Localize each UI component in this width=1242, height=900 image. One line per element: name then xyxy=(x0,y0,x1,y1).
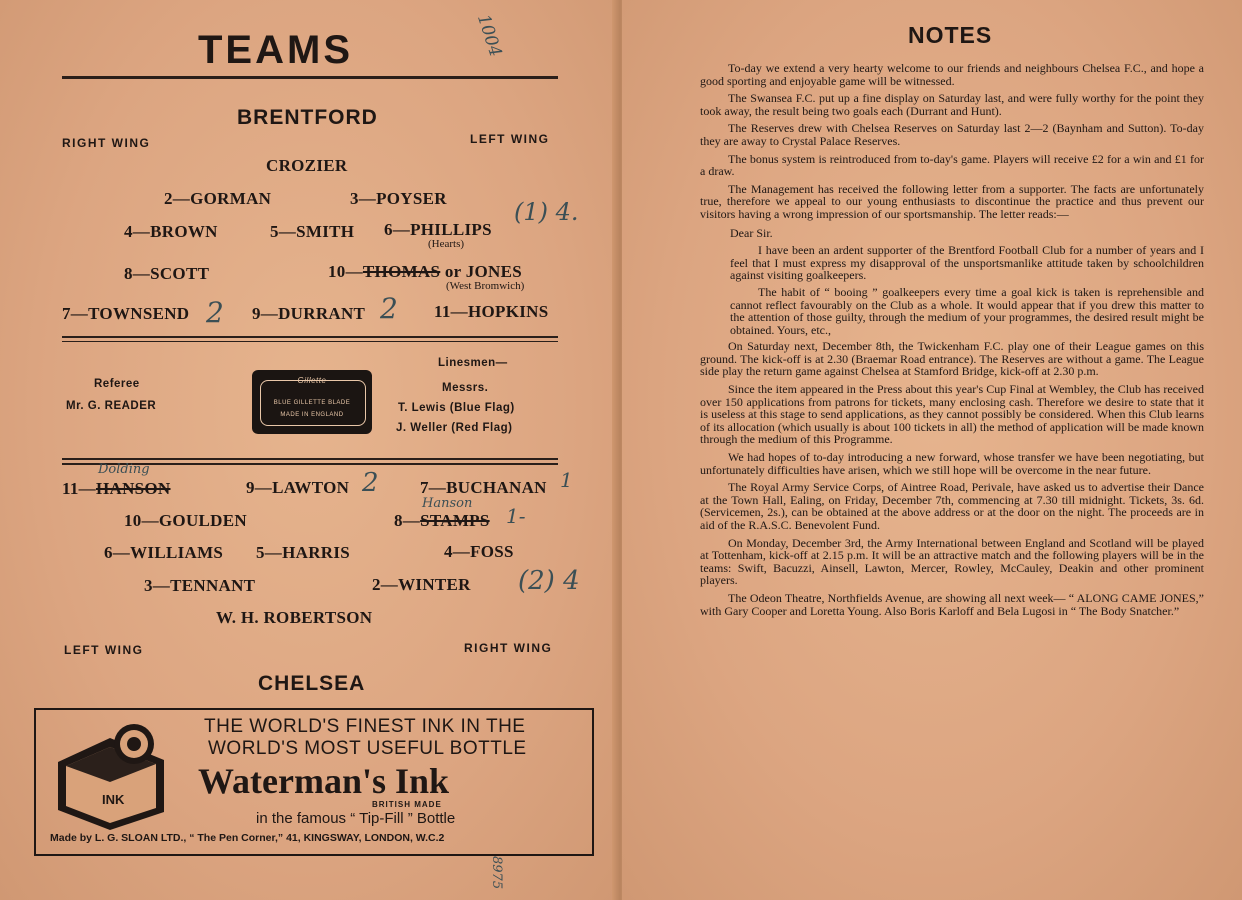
home-forward-7: 7—TOWNSEND xyxy=(62,304,190,323)
handwritten-note-bottom: 8975 xyxy=(489,856,504,890)
gillette-blade-ad xyxy=(252,370,372,434)
away-back-2: 2—WINTER xyxy=(372,575,471,594)
blade-line-1: BLUE GILLETTE BLADE xyxy=(273,400,351,406)
away-forward-9: 9—LAWTON xyxy=(246,478,350,497)
divider-mid-1a xyxy=(62,336,558,338)
divider-mid-1b xyxy=(62,341,558,342)
notes-paragraph: The Reserves drew with Chelsea Reserves on Saturday last 2—2 (Baynham and Sutton). To-day they are away to Crystal Palace Reserves. xyxy=(700,121,1204,148)
handwritten-durrant-goals: 2 xyxy=(380,292,398,325)
teams-page xyxy=(0,0,618,900)
home-half-4: 4—BROWN xyxy=(124,222,218,241)
away-goalkeeper: W. H. ROBERTSON xyxy=(216,608,373,627)
away-left-wing-label: LEFT WING xyxy=(64,643,144,657)
referee-name: Mr. G. READER xyxy=(66,400,157,412)
handwritten-buchanan-goals: 1 xyxy=(560,468,573,492)
handwritten-lawton-goals: 2 xyxy=(362,468,379,498)
home-inside-10-note: (West Bromwich) xyxy=(446,280,525,292)
away-team-name: CHELSEA xyxy=(258,672,366,695)
ink-ad-line-2: WORLD'S MOST USEFUL BOTTLE xyxy=(208,738,527,759)
notes-paragraph: The Swansea F.C. put up a fine display on Saturday last, and were fully worthy for the point they took away, the result being two goals each (Durrant and Hunt). xyxy=(700,91,1204,118)
blade-brand: Gillette xyxy=(297,376,327,385)
home-back-3: 3—POYSER xyxy=(350,189,447,208)
referee-label: Referee xyxy=(94,378,140,390)
ink-ad-british: BRITISH MADE xyxy=(372,800,442,809)
handwritten-home-score: (1) 4. xyxy=(514,198,579,226)
letter-paragraph: The habit of “ booing ” goalkeepers every time a goal kick is taken is reprehensible and cannot reflect favourably on the Club as a whole. It would appear that if you drew this matter to the attention of those guilty, through the medium of your programmes, the desired result might be obtained. Yours, etc., xyxy=(730,284,1204,337)
linesman-1: T. Lewis (Blue Flag) xyxy=(398,402,515,414)
notes-paragraph: On Saturday next, December 8th, the Twickenham F.C. play one of their League games on this ground. The kick-off is at 2.30 (Braemar Road entrance). The Reserves are without a game. The League side play the return game against Chelsea at Stamford Bridge, kick-off at 2.30 p.m. xyxy=(700,339,1204,379)
notes-paragraph: On Monday, December 3rd, the Army International between England and Scotland will be played at Tottenham, kick-off at 2.15 p.m. It will be an attractive match and the following players will be in the teams: Swift, Bacuzzi, Ainsell, Lawton, Mercer, Rowley, McCauley, Deakin and other prominent players. xyxy=(700,535,1204,588)
notes-paragraph: Since the item appeared in the Press about this year's Cup Final at Wembley, the Club has received over 150 applications from patrons for tickets, many enclosing cash. Therefore we desire to state that it is useless at this stage to send applications, as they cannot possibly be considered. When this Club learns of its allocation (which usually is about 100 tickets in all) the method of application will be made known through the medium of this Programme. xyxy=(700,382,1204,447)
away-half-6: 6—WILLIAMS xyxy=(104,543,224,562)
handwritten-hanson: Hanson xyxy=(422,496,473,511)
divider-mid-2a xyxy=(62,458,558,460)
away-forward-11-crossed: HANSON xyxy=(95,479,171,498)
linesmen-messrs: Messrs. xyxy=(442,382,489,394)
home-forward-9: 9—DURRANT xyxy=(252,304,366,323)
home-half-5: 5—SMITH xyxy=(270,222,355,241)
home-forward-11: 11—HOPKINS xyxy=(434,302,549,321)
ink-ad-line-1: THE WORLD'S FINEST INK IN THE xyxy=(204,716,526,737)
away-inside-8: 8—STAMPS xyxy=(394,511,490,530)
handwritten-stamps-goals: 1- xyxy=(506,504,526,528)
home-back-2: 2—GORMAN xyxy=(164,189,272,208)
home-goalkeeper: CROZIER xyxy=(266,156,348,175)
page-title-notes: NOTES xyxy=(908,22,993,48)
home-inside-10-crossed: THOMAS xyxy=(362,262,441,281)
handwritten-away-score: (2) 4 xyxy=(518,566,580,596)
handwritten-note-top: 1004 xyxy=(472,12,506,60)
home-half-6: 6—PHILLIPS xyxy=(384,220,492,239)
watermans-ink-ad xyxy=(34,708,594,856)
away-forward-11: 11—HANSON xyxy=(62,479,171,498)
away-inside-8-crossed: STAMPS xyxy=(420,511,490,530)
linesman-2: J. Weller (Red Flag) xyxy=(396,422,513,434)
blade-line-2: MADE IN ENGLAND xyxy=(280,412,344,418)
ink-ad-brand: Waterman's Ink xyxy=(198,761,450,801)
away-back-3: 3—TENNANT xyxy=(144,576,256,595)
home-team-name: BRENTFORD xyxy=(237,106,378,129)
linesmen-label: Linesmen— xyxy=(438,357,508,369)
divider-top xyxy=(62,76,558,79)
ink-ad-maker: Made by L. G. SLOAN LTD., “ The Pen Corner,” 41, KINGSWAY, LONDON, W.C.2 xyxy=(50,832,445,844)
home-half-6-note: (Hearts) xyxy=(428,238,465,250)
notes-body xyxy=(700,62,1204,622)
away-forward-7: 7—BUCHANAN xyxy=(420,478,547,497)
letter-paragraph: I have been an ardent supporter of the Brentford Football Club for a number of years and I feel that I must express my disapproval of the unsportsmanlike attitude taken by schoolchildren against visiting goalkeepers. xyxy=(730,243,1204,283)
notes-paragraph: The Odeon Theatre, Northfields Avenue, are showing all next week— “ ALONG CAME JONES,” with Gary Cooper and Loretta Young. Also Boris Karloff and Bela Lugosi in “ The Body Snatcher.” xyxy=(700,590,1204,618)
notes-paragraph: The Royal Army Service Corps, of Aintree Road, Perivale, have asked us to advertise their Dance at the Town Hall, Ealing, on Friday, December 7th, commencing at 7.30 till midnight. Tickets, 3s. 6d. (Servicemen, 2s.), can be obtained at the above address or at the door on the night. The proceeds are in aid of the R.A.S.C. Benevolent Fund. xyxy=(700,480,1204,532)
ink-bottle-label: INK xyxy=(102,792,125,807)
home-left-wing-label: LEFT WING xyxy=(470,132,550,146)
home-inside-8: 8—SCOTT xyxy=(124,264,210,283)
away-inside-10: 10—GOULDEN xyxy=(124,511,247,530)
page-title-teams: TEAMS xyxy=(198,28,353,72)
away-right-wing-label: RIGHT WING xyxy=(464,641,553,655)
handwritten-townsend-goals: 2 xyxy=(206,296,224,329)
notes-paragraph: The bonus system is reintroduced from to-day's game. Players will receive £2 for a win and £1 for a draw. xyxy=(700,151,1204,179)
home-inside-10: 10—THOMAS or JONES xyxy=(328,262,523,281)
ink-bottle-icon xyxy=(52,720,170,832)
ink-ad-famous: in the famous “ Tip-Fill ” Bottle xyxy=(256,810,456,827)
notes-paragraph: To-day we extend a very hearty welcome to our friends and neighbours Chelsea F.C., and hope a good sporting and enjoyable game will be witnessed. xyxy=(700,61,1204,88)
away-half-5: 5—HARRIS xyxy=(256,543,351,562)
handwritten-dolding: Dolding xyxy=(98,462,150,477)
notes-paragraph: We had hopes of to-day introducing a new forward, whose transfer we have been negotiating, but unfortunately difficulties have arisen, which we still hope will be overcome in the near future. xyxy=(700,450,1204,477)
home-right-wing-label: RIGHT WING xyxy=(62,136,151,150)
letter-salutation: Dear Sir. xyxy=(730,225,773,240)
away-half-4: 4—FOSS xyxy=(444,542,514,561)
notes-paragraph: The Management has received the following letter from a supporter. The facts are unfortunately true, therefore we appeal to our young enthusiasts to discontinue the practice and thus prevent our visitors having a wrong impression of our sportsmanship. The letter reads:— xyxy=(700,181,1204,221)
